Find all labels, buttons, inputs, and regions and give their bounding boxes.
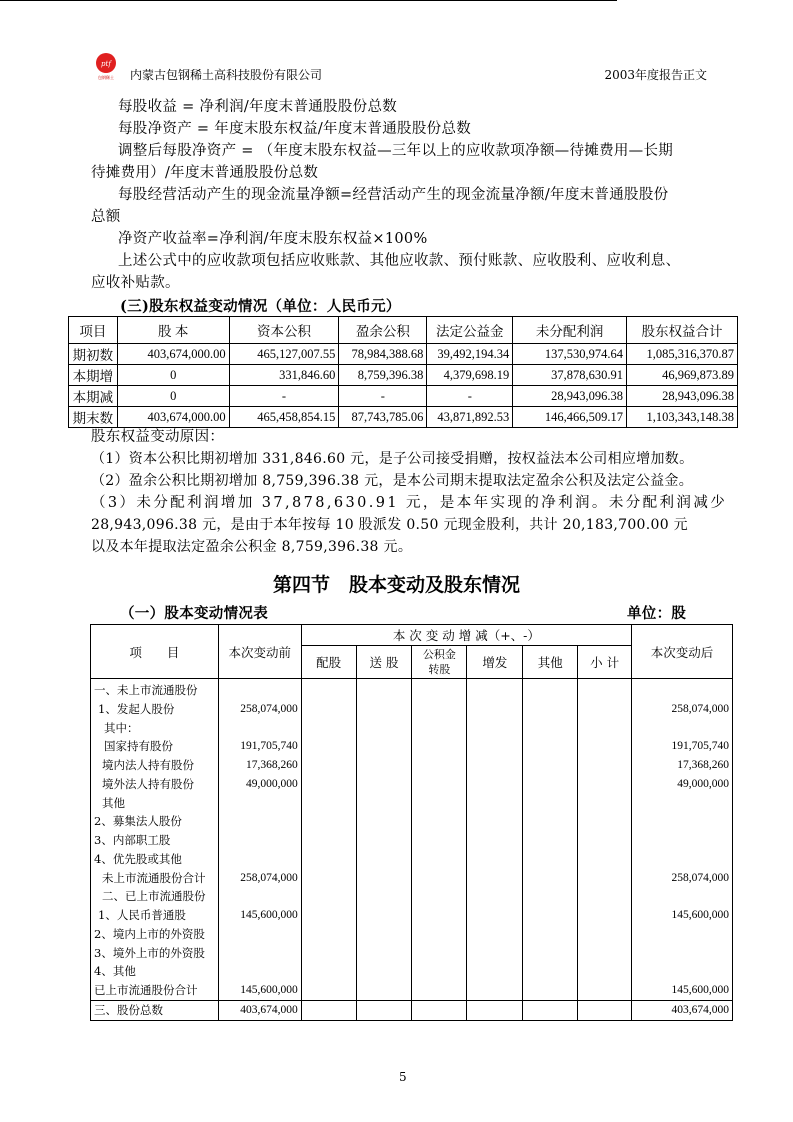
row-label: 4、优先股或其他 [94, 851, 182, 866]
cell: 87,743,785.06 [339, 407, 427, 428]
company-logo [92, 52, 120, 80]
row-value [635, 681, 729, 700]
cell: 403,674,000.00 [117, 344, 229, 365]
unit-label: 单位：股 [627, 605, 687, 622]
table-row [69, 407, 738, 428]
reason-line: 股东权益变动原因： [91, 429, 225, 445]
formula-line: 调整后每股净资产 = （年度末股东权益—三年以上的应收款项净额—待摊费用—长期 [118, 143, 674, 159]
row-label: 2、境内上市的外资股 [94, 926, 205, 941]
cell: 43,871,892.53 [427, 407, 513, 428]
share-table-title: （一）股本变动情况表 [120, 605, 268, 622]
total-after: 403,674,000 [632, 1000, 733, 1020]
cell: 0 [117, 365, 229, 386]
row-value: 145,600,000 [240, 984, 298, 996]
total-label: 三、股份总数 [91, 1000, 219, 1020]
row-label: 已上市流通股份合计 [94, 983, 198, 997]
table-row [69, 386, 738, 407]
reason-line: （2）盈余公积比期初增加 8,759,396.38 元，是本公司期末提取法定盈余公积及法定公益金。 [91, 473, 694, 489]
cell: 78,984,388.68 [339, 344, 427, 365]
header-report: 2003年度报告正文 [604, 68, 707, 82]
header-cell: 资本公积 [229, 317, 339, 344]
row-value [635, 850, 729, 869]
reason-line: 28,943,096.38 元，是由于本年按每 10 股派发 0.50 元现金股利，共计 20,183,700.00 元 [91, 517, 688, 533]
row-value [222, 887, 298, 906]
page-number: 5 [399, 1070, 407, 1084]
row-value: 258,074,000 [240, 702, 298, 715]
row-value: 17,368,260 [677, 759, 729, 771]
row-value: 191,705,740 [671, 740, 729, 753]
row-label: 3、境外上市的外资股 [94, 945, 205, 960]
cell: 465,458,854.15 [229, 407, 339, 428]
header-sub: 送 股 [356, 646, 412, 679]
row-value: 145,600,000 [671, 909, 729, 921]
row-label: 未上市流通股份合计 [102, 870, 206, 885]
row-value [635, 812, 729, 831]
row-label: 二、已上市流通股份 [102, 889, 206, 904]
row-label: 其他 [102, 795, 125, 810]
reason-line: （1）资本公积比期初增加 331,846.60 元，是子公司接受捐赠，按权益法本公司相应增加数。 [91, 451, 694, 467]
row-value [222, 812, 298, 831]
formula-line: 每股净资产 = 年度末股东权益/年度末普通股股份总数 [118, 121, 472, 137]
formula-line: 总额 [91, 209, 121, 225]
header-company: 内蒙古包钢稀土高科技股份有限公司 [130, 68, 323, 82]
equity-title: (三)股东权益变动情况（单位：人民币元） [120, 298, 401, 315]
cell: 0 [117, 386, 229, 407]
row-value: 258,074,000 [671, 871, 729, 884]
cell: 465,127,007.55 [229, 344, 339, 365]
share-change-table [90, 624, 733, 1021]
table-body [91, 679, 733, 1001]
header-sub: 配股 [301, 646, 356, 679]
row-value: 49,000,000 [677, 777, 729, 790]
row-label: 境外法人持有股份 [102, 776, 194, 791]
row-value: 258,074,000 [240, 871, 298, 884]
header-sub: 公积金转股 [412, 646, 467, 679]
row-value [222, 794, 298, 813]
row-value [222, 831, 298, 850]
row-label: 1、人民币普通股 [98, 908, 186, 922]
cell: 28,943,096.38 [513, 386, 627, 407]
before-column [218, 679, 301, 1001]
row-value [635, 944, 729, 963]
cell: 28,943,096.38 [627, 386, 738, 407]
row-value: 17,368,260 [245, 759, 298, 771]
cell: 4,379,698.19 [427, 365, 513, 386]
row-label: 4、其他 [94, 964, 136, 979]
total-row [91, 1000, 733, 1020]
row-label: 1、发起人股份 [98, 701, 175, 716]
cell: 本期增 [69, 365, 118, 386]
formula-line: 待摊费用）/年度末普通股股份总数 [91, 165, 319, 181]
row-value [635, 831, 729, 850]
section-title: 第四节 股本变动及股东情况 [272, 574, 520, 596]
after-column [632, 679, 733, 1001]
cell: 8,759,396.38 [339, 365, 427, 386]
cell: 403,674,000.00 [117, 407, 229, 428]
row-value [222, 681, 298, 700]
cell: - [229, 386, 339, 407]
cell: - [427, 386, 513, 407]
header-cell: 股东权益合计 [627, 317, 738, 344]
header-sub: 小 计 [578, 646, 632, 679]
cell: - [339, 386, 427, 407]
row-label: 一、未上市流通股份 [94, 683, 198, 697]
row-label: 3、内部职工股 [94, 833, 171, 847]
row-value [635, 925, 729, 944]
row-value [222, 944, 298, 963]
row-value [222, 719, 298, 738]
row-label: 国家持有股份 [104, 739, 173, 754]
cell: 本期减 [69, 386, 118, 407]
header-sub: 增发 [467, 646, 523, 679]
row-value [635, 962, 729, 981]
row-label: 境内法人持有股份 [102, 758, 194, 772]
row-value: 49,000,000 [245, 777, 298, 790]
row-value [222, 850, 298, 869]
row-value: 191,705,740 [240, 740, 298, 753]
formula-line: 每股收益 = 净利润/年度末普通股股份总数 [118, 99, 398, 115]
row-label: 其中： [104, 720, 139, 735]
item-column [91, 679, 219, 1001]
cell: 1,085,316,370.87 [627, 344, 738, 365]
table-row [69, 344, 738, 365]
cell: 37,878,630.91 [513, 365, 627, 386]
header-cell: 未分配利润 [513, 317, 627, 344]
row-value: 145,600,000 [240, 909, 298, 921]
table-header-row [69, 317, 738, 344]
cell: 137,530,974.64 [513, 344, 627, 365]
row-value [222, 962, 298, 981]
cell: 期初数 [69, 344, 118, 365]
header-cell: 法定公益金 [427, 317, 513, 344]
header-cell: 项目 [69, 317, 118, 344]
reason-line: 以及本年提取法定盈余公积金 8,759,396.38 元。 [91, 539, 413, 555]
header-change: 本 次 变 动 增 减（+、-） [301, 625, 631, 646]
header-sub: 其他 [523, 646, 578, 679]
svg-text:ptf: ptf [101, 60, 111, 68]
header-before: 本次变动前 [218, 625, 301, 679]
header-cell: 盈余公积 [339, 317, 427, 344]
formula-line: 净资产收益率=净利润/年度末股东权益×100% [118, 231, 428, 247]
cell: 39,492,194.34 [427, 344, 513, 365]
row-value [635, 794, 729, 813]
formula-line: 每股经营活动产生的现金流量净额=经营活动产生的现金流量净额/年度末普通股股份 [118, 187, 669, 203]
header-cell: 股 本 [117, 317, 229, 344]
row-value [635, 887, 729, 906]
header-item: 项 目 [91, 625, 219, 679]
header-divider [0, 0, 617, 1]
total-before: 403,674,000 [218, 1000, 301, 1020]
cell: 46,969,873.89 [627, 365, 738, 386]
table-row [69, 365, 738, 386]
row-value [222, 925, 298, 944]
reason-line: （3）未分配利润增加 37,878,630.91 元，是本年实现的净利润。未分配利润减少 [91, 495, 728, 511]
row-value: 145,600,000 [671, 984, 729, 996]
svg-text:包钢稀土: 包钢稀土 [98, 75, 114, 80]
header-after: 本次变动后 [632, 625, 733, 679]
formula-line: 上述公式中的应收款项包括应收账款、其他应收款、预付账款、应收股利、应收利息、 [118, 253, 681, 269]
formula-line: 应收补贴款。 [91, 275, 180, 291]
row-label: 2、募集法人股份 [94, 814, 182, 829]
cell: 146,466,509.17 [513, 407, 627, 428]
cell: 331,846.60 [229, 365, 339, 386]
cell: 1,103,343,148.38 [627, 407, 738, 428]
cell: 期末数 [69, 407, 118, 428]
row-value [635, 719, 729, 738]
row-value: 258,074,000 [671, 702, 729, 715]
equity-table [68, 316, 738, 428]
